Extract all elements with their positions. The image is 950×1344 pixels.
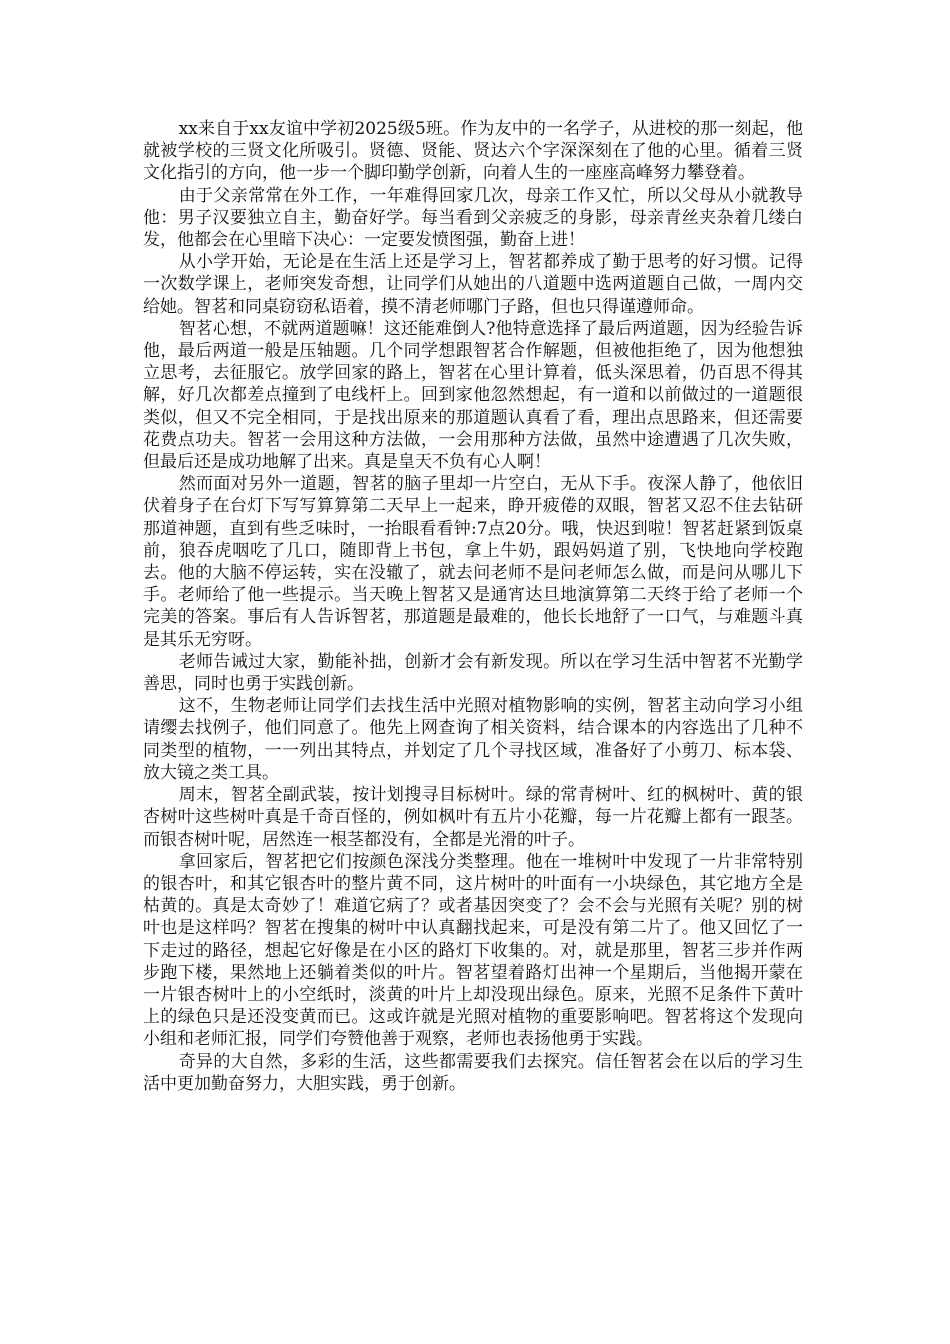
paragraph-4: 智茗心想，不就两道题嘛！这还能难倒人?他特意选择了最后两道题，因为经验告诉他，最后两道一般是压轴题。几个同学想跟智茗合作解题，但被他拒绝了，因为他想独立思考，去征服它。放学回家的路上，智茗在心里计算着，低头深思着，仍百思不得其解，好几次都差点撞到了电线杆上。回到家他忽然想起，有一道和以前做过的一道题很类似，但又不完全相同，于是找出原来的那道题认真看了看，理出点思路来，但还需要花费点功夫。智茗一会用这种方法做，一会用那种方法做，虽然中途遭遇了几次失败，但最后还是成功地解了出来。真是皇天不负有心人啊！ (143, 318, 803, 473)
paragraph-5: 然而面对另外一道题，智茗的脑子里却一片空白，无从下手。夜深人静了，他依旧伏着身子在台灯下写写算算第二天早上一起来，睁开疲倦的双眼，智茗又忍不住去钻研那道神题，直到有些乏味时，一抬眼看看钟:7点20分。哦，快迟到啦！智茗赶紧到饭桌前，狼吞虎咽吃了几口，随即背上书包，拿上牛奶，跟妈妈道了别，飞快地向学校跑去。他的大脑不停运转，实在没辙了，就去问老师不是问老师怎么做，而是问从哪儿下手。老师给了他一些提示。当天晚上智茗又是通宵达旦地演算第二天终于给了老师一个完美的答案。事后有人告诉智茗，那道题是最难的，他长长地舒了一口气，与难题斗真是其乐无穷呀。 (143, 474, 803, 650)
paragraph-6: 老师告诫过大家，勤能补拙，创新才会有新发现。所以在学习生活中智茗不光勤学善思，同时也勇于实践创新。 (143, 651, 803, 695)
paragraph-2: 由于父亲常常在外工作，一年难得回家几次，母亲工作又忙，所以父母从小就教导他：男子汉要独立自主，勤奋好学。每当看到父亲疲乏的身影，母亲青丝夹杂着几缕白发，他都会在心里暗下决心：一定要发愤图强，勤奋上进！ (143, 185, 803, 251)
paragraph-9: 拿回家后，智茗把它们按颜色深浅分类整理。他在一堆树叶中发现了一片非常特别的银杏叶，和其它银杏叶的整片黄不同，这片树叶的叶面有一小块绿色，其它地方全是枯黄的。真是太奇妙了！难道它病了？或者基因突变了？会不会与光照有关呢？别的树叶也是这样吗？智茗在搜集的树叶中认真翻找起来，可是没有第二片了。他又回忆了一下走过的路径，想起它好像是在小区的路灯下收集的。对，就是那里，智茗三步并作两步跑下楼，果然地上还躺着类似的叶片。智茗望着路灯出神一个星期后，当他揭开蒙在一片银杏树叶上的小空纸时，淡黄的叶片上却没现出绿色。原来，光照不足条件下黄叶上的绿色只是还没变黄而已。这或许就是光照对植物的重要影响吧。智茗将这个发现向小组和老师汇报，同学们夸赞他善于观察，老师也表扬他勇于实践。 (143, 851, 803, 1050)
paragraph-3: 从小学开始，无论是在生活上还是学习上，智茗都养成了勤于思考的好习惯。记得一次数学课上，老师突发奇想，让同学们从她出的八道题中选两道题自己做，一周内交给她。智茗和同桌窃窃私语着，摸不清老师哪门子路，但也只得谨遵师命。 (143, 252, 803, 317)
paragraph-1: xx来自于xx友谊中学初2025级5班。作为友中的一名学子，从进校的那一刻起，他就被学校的三贤文化所吸引。贤德、贤能、贤达六个字深深刻在了他的心里。循着三贤文化指引的方向，他一步一个脚印勤学创新，向着人生的一座座高峰努力攀登着。 (143, 119, 803, 184)
article-body (143, 118, 803, 1095)
paragraph-8: 周末，智茗全副武装，按计划搜寻目标树叶。绿的常青树叶、红的枫树叶、黄的银杏树叶这些树叶真是千奇百怪的，例如枫叶有五片小花瓣，每一片花瓣上都有一跟茎。而银杏树叶呢，居然连一根茎都没有，全都是光滑的叶子。 (143, 785, 803, 850)
paragraph-7: 这不，生物老师让同学们去找生活中光照对植物影响的实例，智茗主动向学习小组请缨去找例子，他们同意了。他先上网查询了相关资料，结合课本的内容选出了几种不同类型的植物，一一列出其特点，并划定了几个寻找区域，准备好了小剪刀、标本袋、放大镜之类工具。 (143, 696, 803, 783)
paragraph-10: 奇异的大自然，多彩的生活，这些都需要我们去探究。信任智茗会在以后的学习生活中更加勤奋努力，大胆实践，勇于创新。 (143, 1051, 803, 1094)
